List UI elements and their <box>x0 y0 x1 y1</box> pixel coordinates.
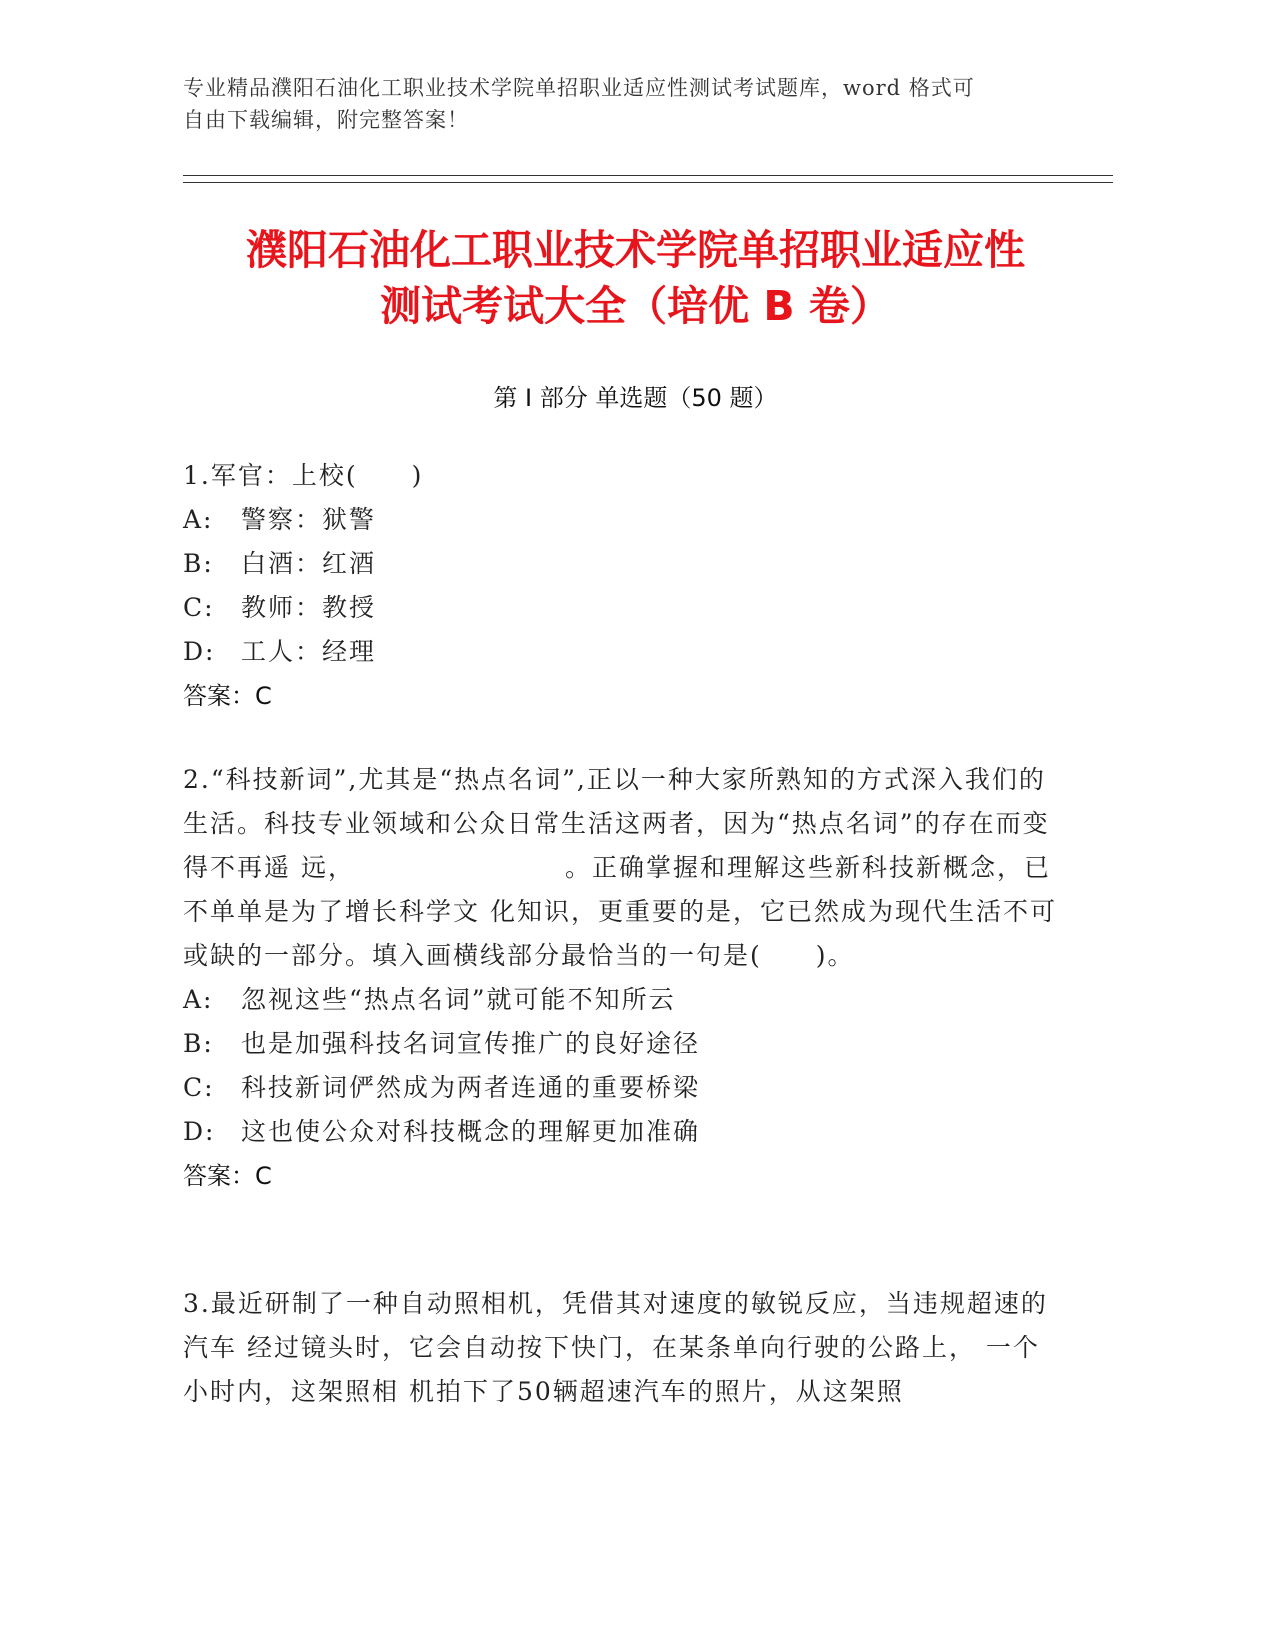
option-key: C: <box>183 593 215 622</box>
option-text: 工人：经理 <box>241 637 377 666</box>
option-key: B: <box>183 549 214 578</box>
document-title-line1: 濮阳石油化工职业技术学院单招职业适应性 <box>246 226 1025 274</box>
question-1-option-d <box>183 630 1063 674</box>
header-note <box>183 72 1063 136</box>
option-text: 这也使公众对科技概念的理解更加准确 <box>241 1117 701 1146</box>
header-note-line1: 专业精品濮阳石油化工职业技术学院单招职业适应性测试考试题库，word 格式可 <box>183 76 975 100</box>
option-text: 警察：狱警 <box>241 505 377 534</box>
question-2-stem-part1: 2.“科技新词”,尤其是“热点名词”,正以一种大家所熟知的方式深入我们的 生活。科技专业领域和公众日常生活这两者，因为“热点名词”的存在而变得不再遥 远， <box>183 765 1050 882</box>
question-3-stem: 3.最近研制了一种自动照相机，凭借其对速度的敏锐反应，当违规超速的汽车 经过镜头时，它会自动按下快门，在某条单向行驶的公路上， 一个小时内，这架照相 机拍下了50辆超速汽车的照片，从这架照 <box>183 1289 1048 1406</box>
option-key: A: <box>183 985 214 1014</box>
option-key: A: <box>183 505 214 534</box>
option-text: 白酒：红酒 <box>241 549 377 578</box>
question-2-answer: 答案：C <box>183 1162 272 1190</box>
option-text: 忽视这些“热点名词”就可能不知所云 <box>241 985 676 1014</box>
question-1-option-b <box>183 542 1063 586</box>
question-1-answer: 答案：C <box>183 682 272 710</box>
option-text: 教师：教授 <box>241 593 377 622</box>
option-key: D: <box>183 1117 216 1146</box>
question-2-option-a <box>183 978 1063 1022</box>
question-2-option-c <box>183 1066 1063 1110</box>
question-1 <box>183 454 1063 718</box>
question-2-stem <box>183 758 1063 978</box>
question-2-stem-part2: 。正确掌握和理解这些新科技新概念，已不单单是为了增长科学文 化知识，更重要的是，它已然成为现代生活不可或缺的一部分。填入画横线部分最恰当的一句是( )。 <box>183 853 1057 970</box>
header-divider-top <box>183 175 1113 176</box>
section-heading: 第 I 部分 单选题（50 题） <box>493 384 778 412</box>
option-text: 科技新词俨然成为两者连通的重要桥梁 <box>241 1073 701 1102</box>
question-2-option-d <box>183 1110 1063 1154</box>
question-1-stem: 1.军官：上校( ) <box>183 461 424 490</box>
option-key: C: <box>183 1073 215 1102</box>
document-title-line2: 测试考试大全（培优 B 卷） <box>380 282 891 330</box>
question-1-option-c <box>183 586 1063 630</box>
question-2-option-b <box>183 1022 1063 1066</box>
document-title <box>183 222 1088 334</box>
option-text: 也是加强科技名词宣传推广的良好途径 <box>241 1029 701 1058</box>
question-1-option-a <box>183 498 1063 542</box>
question-3 <box>183 1282 1063 1414</box>
header-note-line2: 自由下载编辑，附完整答案！ <box>183 108 469 132</box>
header-divider-bottom <box>183 182 1113 183</box>
option-key: B: <box>183 1029 214 1058</box>
question-2 <box>183 758 1063 1198</box>
option-key: D: <box>183 637 216 666</box>
